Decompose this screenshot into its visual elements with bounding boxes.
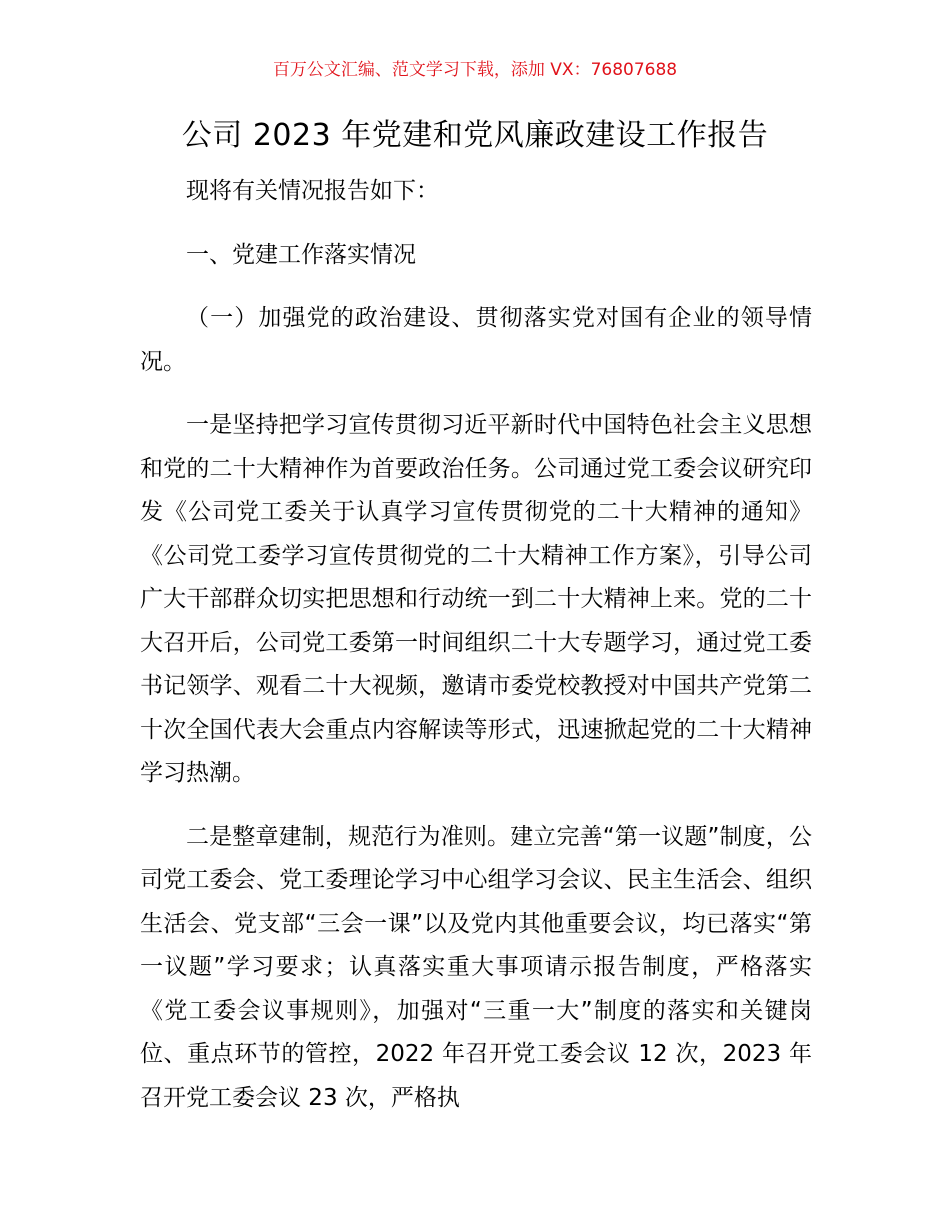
subsection-heading: （一）加强党的政治建设、贯彻落实党对国有企业的领导情况。 <box>140 305 812 375</box>
section-heading: 一、党建工作落实情况 <box>186 241 416 268</box>
document-title: 公司 2023 年党建和党风廉政建设工作报告 <box>181 118 769 153</box>
document-body <box>140 170 812 1120</box>
watermark-banner: 百万公文汇编、范文学习下载，添加 VX：76807688 <box>272 60 678 80</box>
intro-paragraph: 现将有关情况报告如下： <box>186 178 439 204</box>
body-paragraph: 一是坚持把学习宣传贯彻习近平新时代中国特色社会主义思想和党的二十大精神作为首要政治任务。公司通过党工委会议研究印发《公司党工委关于认真学习宣传贯彻党的二十大精神的通知》《公司党工委学习宣传贯彻党的二十大精神工作方案》，引导公司广大干部群众切实把思想和行动统一到二十大精神上来。党的二十大召开后，公司党工委第一时间组织二十大专题学习，通过党工委书记领学、观看二十大视频，邀请市委党校教授对中国共产党第二十次全国代表大会重点内容解读等形式，迅速掀起党的二十大精神学习热潮。 <box>140 412 812 786</box>
body-paragraph: 二是整章建制，规范行为准则。建立完善“第一议题”制度，公司党工委会、党工委理论学习中心组学习会议、民主生活会、组织生活会、党支部“三会一课”以及党内其他重要会议，均已落实“第一议题”学习要求；认真落实重大事项请示报告制度，严格落实《党工委会议事规则》，加强对“三重一大”制度的落实和关键岗位、重点环节的管控，2022 年召开党工委会议 12 次，2023 年召开党工委会议 23 次，严格执 <box>140 823 812 1111</box>
